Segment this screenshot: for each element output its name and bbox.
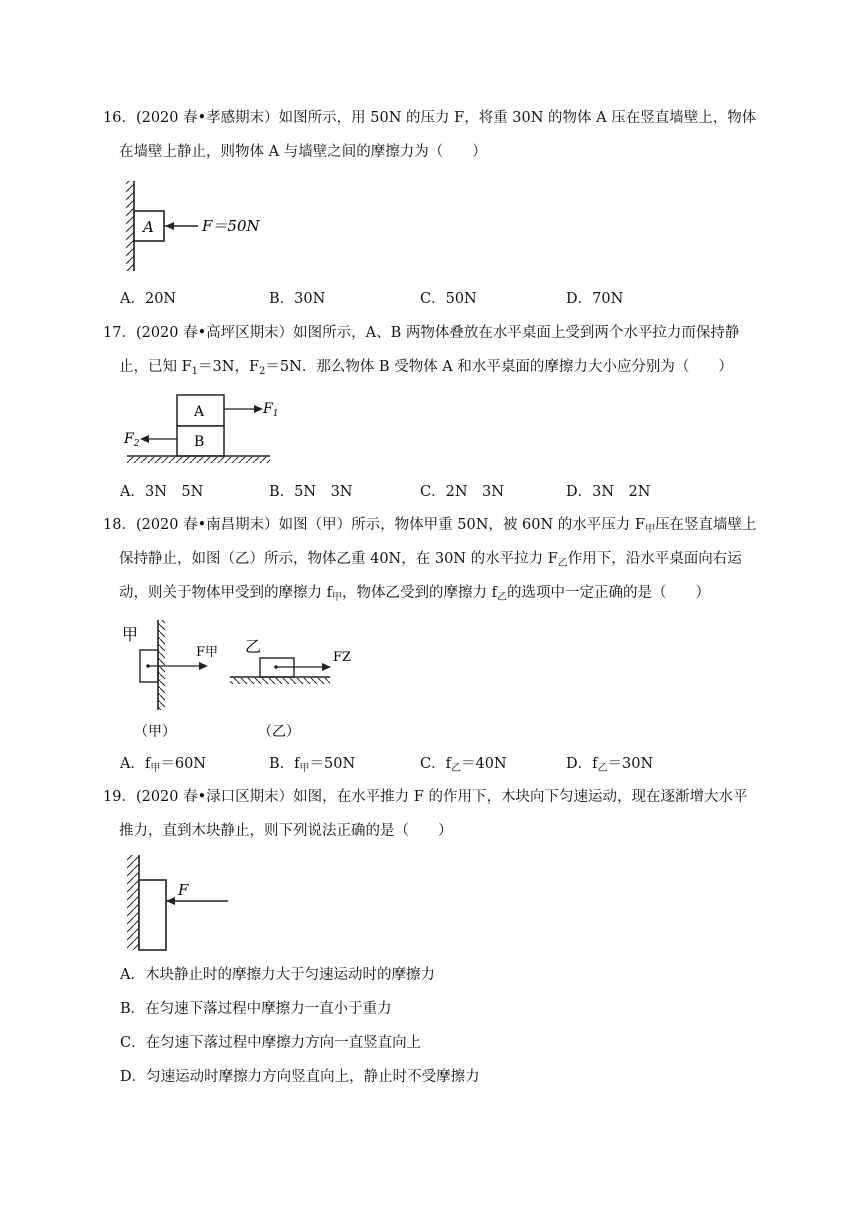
q17-figure <box>122 391 282 475</box>
q16-stem-line1: 16．(2020 春•孝感期末）如图所示，用 50N 的压力 F，将重 30N 的物体 A 压在竖直墙壁上，物体 <box>103 110 757 126</box>
table-hatch <box>127 457 270 463</box>
jia-caption: （甲） <box>134 724 176 740</box>
q16-option-b[interactable]: B．30N <box>269 291 326 307</box>
q19-option-b[interactable]: B．在匀速下落过程中摩擦力一直小于重力 <box>120 1001 392 1017</box>
wall-hatch <box>126 181 134 271</box>
force1-label: $F_1$ <box>263 401 279 419</box>
q17-option-d[interactable]: D．3N 2N <box>566 484 651 500</box>
force-jia-label: F甲 <box>196 645 219 660</box>
wall-hatch <box>127 855 139 950</box>
q16-stem-line2: 在墙壁上静止，则物体 A 与墙壁之间的摩擦力为（ ） <box>119 144 487 160</box>
q18-option-b[interactable]: B．$f_甲=50N$ <box>269 756 356 774</box>
q16-figure <box>118 176 288 280</box>
q19-stem-line1: 19．(2020 春•渌口区期末）如图，在水平推力 F 的作用下，木块向下匀速运动，现在逐渐增大水平 <box>103 789 748 805</box>
q19-figure <box>118 853 248 957</box>
q18-stem-line3: 动，则关于物体甲受到的摩擦力 $f_甲$，物体乙受到的摩擦力 $f_乙$的选项中一定正确的是（ ） <box>119 585 710 603</box>
q19-option-d[interactable]: D．匀速运动时摩擦力方向竖直向上，静止时不受摩擦力 <box>120 1069 480 1085</box>
q18-stem-line1: 18．(2020 春•南昌期末）如图（甲）所示，物体甲重 50N，被 60N 的水平压力 $F_甲$压在竖直墙壁上 <box>103 517 757 535</box>
wall-hatch <box>158 620 165 710</box>
q18-stem-line2: 保持静止，如图（乙）所示，物体乙重 40N，在 30N 的水平拉力 $F_乙$作用下，沿水平桌面向右运 <box>119 551 742 569</box>
q18-option-a[interactable]: A．$f_甲=60N$ <box>120 756 206 774</box>
q18-option-d[interactable]: D．$f_乙=30N$ <box>566 756 654 774</box>
q16-option-a[interactable]: A．20N <box>120 291 177 307</box>
q17-option-a[interactable]: A．3N 5N <box>120 484 204 500</box>
q19-stem-line2: 推力，直到木块静止，则下列说法正确的是（ ） <box>119 823 453 839</box>
q18-option-c[interactable]: C．$f_乙=40N$ <box>420 756 507 774</box>
block-a-label: A <box>143 218 154 236</box>
q17-stem-line2: 止，已知 $F_1=3N$，$F_2=5N$．那么物体 B 受物体 A 和水平桌面的摩擦力大小应分别为（ ） <box>119 359 733 377</box>
q16-option-d[interactable]: D．70N <box>566 291 624 307</box>
force-label: F＝50N <box>202 217 260 235</box>
yi-label: 乙 <box>245 637 262 656</box>
q17-option-c[interactable]: C．2N 3N <box>420 484 504 500</box>
q17-option-b[interactable]: B．5N 3N <box>269 484 353 500</box>
force-label: F <box>178 881 189 899</box>
q19-option-c[interactable]: C．在匀速下落过程中摩擦力方向一直竖直向上 <box>120 1035 422 1051</box>
q17-stem-line1: 17．(2020 春•高坪区期末）如图所示，A、B 两物体叠放在水平桌面上受到两个水平拉力而保持静 <box>103 325 740 341</box>
block-a-label: A <box>194 404 205 420</box>
q19-option-a[interactable]: A．木块静止时的摩擦力大于匀速运动时的摩擦力 <box>120 967 435 983</box>
table-hatch <box>230 678 330 684</box>
wood-block <box>139 880 166 950</box>
q18-figure <box>118 618 378 747</box>
q16-option-c[interactable]: C．50N <box>420 291 477 307</box>
jia-label: 甲 <box>122 625 139 644</box>
force-yi-label: FZ <box>333 650 352 665</box>
yi-caption: （乙） <box>258 724 300 740</box>
block-b-label: B <box>194 434 205 450</box>
force2-label: $F_2$ <box>124 431 140 449</box>
